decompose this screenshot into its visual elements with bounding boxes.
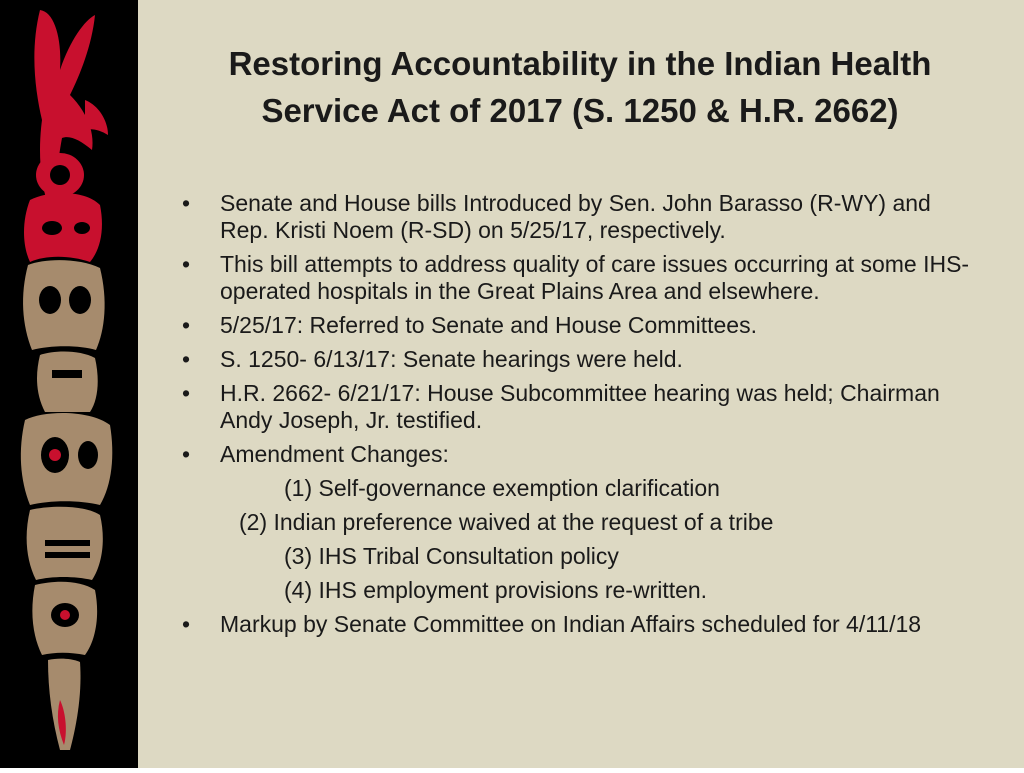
bullet-item [176, 611, 976, 638]
bullet-dot: • [182, 346, 191, 372]
bullet-item [176, 346, 976, 373]
bullet-dot: • [182, 190, 191, 216]
amendment-item: (2) Indian preference waived at the request of a tribe [239, 509, 774, 535]
bullet-dot: • [182, 380, 191, 406]
bullet-text: H.R. 2662- 6/21/17: House Subcommittee hearing was held; Chairman Andy Joseph, Jr. testified. [220, 380, 940, 433]
bullet-dot: • [182, 611, 191, 637]
formline-art-icon [0, 0, 138, 768]
bullet-text: 5/25/17: Referred to Senate and House Committees. [220, 312, 757, 338]
title-line-2: Service Act of 2017 (S. 1250 & H.R. 2662) [261, 92, 899, 129]
bullet-item [176, 190, 976, 244]
bullet-text: Senate and House bills Introduced by Sen. John Barasso (R-WY) and Rep. Kristi Noem (R-SD) on 5/25/17, respectively. [220, 190, 931, 243]
bullet-dot: • [182, 441, 191, 467]
bullet-dot: • [182, 312, 191, 338]
title-line-1: Restoring Accountability in the Indian Health [228, 45, 932, 82]
bullet-item [176, 380, 976, 434]
bullet-item [176, 312, 976, 339]
bullet-item [176, 441, 976, 468]
amendment-item: (3) IHS Tribal Consultation policy [284, 543, 619, 569]
bullet-text: This bill attempts to address quality of care issues occurring at some IHS-operated hospitals in the Great Plains Area and elsewhere. [220, 251, 970, 304]
bullet-text: Markup by Senate Committee on Indian Affairs scheduled for 4/11/18 [220, 611, 922, 637]
bullet-list [176, 190, 976, 645]
bullet-item [176, 251, 976, 305]
bullet-text: Amendment Changes: [220, 441, 449, 467]
slide-title [160, 40, 1000, 134]
amendment-item: (1) Self-governance exemption clarification [284, 475, 720, 501]
amendment-item: (4) IHS employment provisions re-written. [284, 577, 708, 603]
bullet-text: S. 1250- 6/13/17: Senate hearings were held. [220, 346, 683, 372]
bullet-dot: • [182, 251, 191, 277]
native-art-strip [0, 0, 138, 768]
